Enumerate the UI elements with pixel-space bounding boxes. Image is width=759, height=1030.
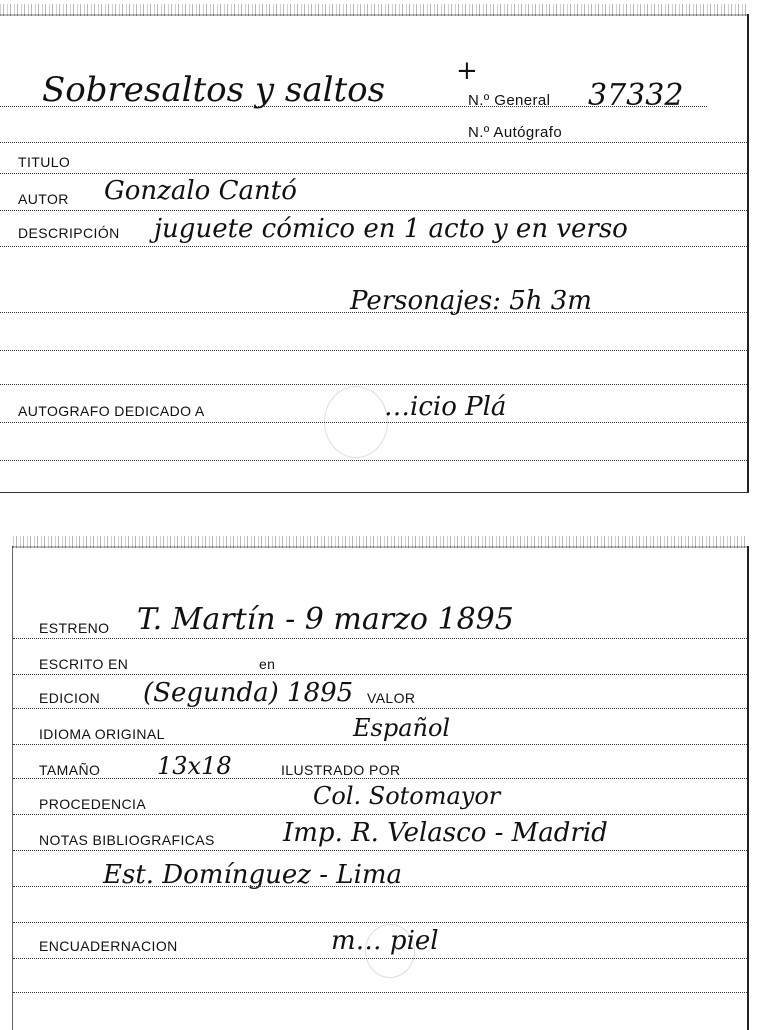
autor-value: Gonzalo Cantó bbox=[104, 176, 297, 206]
ilustrado-label: ILUSTRADO POR bbox=[281, 762, 401, 778]
idioma-label: IDIOMA ORIGINAL bbox=[39, 726, 165, 742]
notas-value-continued: Est. Domínguez - Lima bbox=[103, 860, 403, 890]
rule-line bbox=[13, 638, 747, 639]
descripcion-value: juguete cómico en 1 acto y en verso bbox=[154, 214, 628, 244]
rule-line bbox=[0, 142, 747, 143]
top-catalog-card bbox=[0, 14, 749, 493]
rule-line bbox=[13, 674, 747, 675]
procedencia-value: Col. Sotomayor bbox=[313, 782, 501, 810]
rule-line bbox=[13, 778, 747, 779]
rule-line bbox=[0, 312, 747, 313]
encuadernacion-label: ENCUADERNACION bbox=[39, 938, 178, 954]
rule-line bbox=[13, 958, 747, 959]
rule-line bbox=[13, 992, 747, 993]
procedencia-label: PROCEDENCIA bbox=[39, 796, 147, 812]
autografo-number-label: N.º Autógrafo bbox=[468, 124, 563, 141]
general-number-label: N.º General bbox=[468, 92, 551, 109]
notas-label: NOTAS BIBLIOGRAFICAS bbox=[39, 832, 215, 848]
rule-line bbox=[0, 210, 747, 211]
valor-label: VALOR bbox=[367, 690, 416, 706]
rule-line bbox=[13, 922, 747, 923]
scan-noise-top bbox=[13, 536, 747, 548]
rule-line bbox=[0, 246, 747, 247]
rule-line bbox=[13, 814, 747, 815]
escrito-label: ESCRITO EN bbox=[39, 656, 129, 672]
title-handwritten: Sobresaltos y saltos bbox=[42, 70, 386, 110]
edicion-label: EDICION bbox=[39, 690, 101, 706]
autor-label: AUTOR bbox=[18, 191, 69, 207]
rule-line bbox=[0, 422, 747, 423]
titulo-label: TITULO bbox=[18, 154, 71, 170]
cross-mark: + bbox=[456, 56, 478, 86]
edicion-value: (Segunda) 1895 bbox=[143, 678, 354, 708]
idioma-value: Español bbox=[353, 714, 451, 742]
notas-value: Imp. R. Velasco - Madrid bbox=[283, 818, 608, 848]
bottom-catalog-card bbox=[12, 546, 749, 1030]
autografo-dedicado-value: …icio Plá bbox=[384, 392, 507, 422]
rule-line bbox=[13, 744, 747, 745]
autografo-dedicado-label: AUTOGRAFO DEDICADO A bbox=[18, 403, 205, 419]
scan-noise-top bbox=[0, 4, 747, 16]
rule-line bbox=[0, 384, 747, 385]
tamano-value: 13x18 bbox=[157, 752, 232, 780]
descripcion-label: DESCRIPCIÓN bbox=[18, 225, 120, 241]
personajes-value: Personajes: 5h 3m bbox=[350, 286, 592, 316]
rule-line bbox=[0, 460, 747, 461]
estreno-label: ESTRENO bbox=[39, 620, 110, 636]
estreno-value: T. Martín - 9 marzo 1895 bbox=[137, 602, 514, 637]
rule-line bbox=[0, 173, 747, 174]
rule-line bbox=[0, 350, 747, 351]
tamano-label: TAMAÑO bbox=[39, 762, 101, 778]
rule-line bbox=[13, 708, 747, 709]
rule-line bbox=[13, 886, 747, 887]
encuadernacion-value: m… piel bbox=[331, 926, 439, 956]
rule-line bbox=[13, 850, 747, 851]
general-number-value: 37332 bbox=[588, 78, 684, 113]
escrito-en-label: en bbox=[259, 656, 276, 672]
rule-line bbox=[0, 106, 707, 107]
